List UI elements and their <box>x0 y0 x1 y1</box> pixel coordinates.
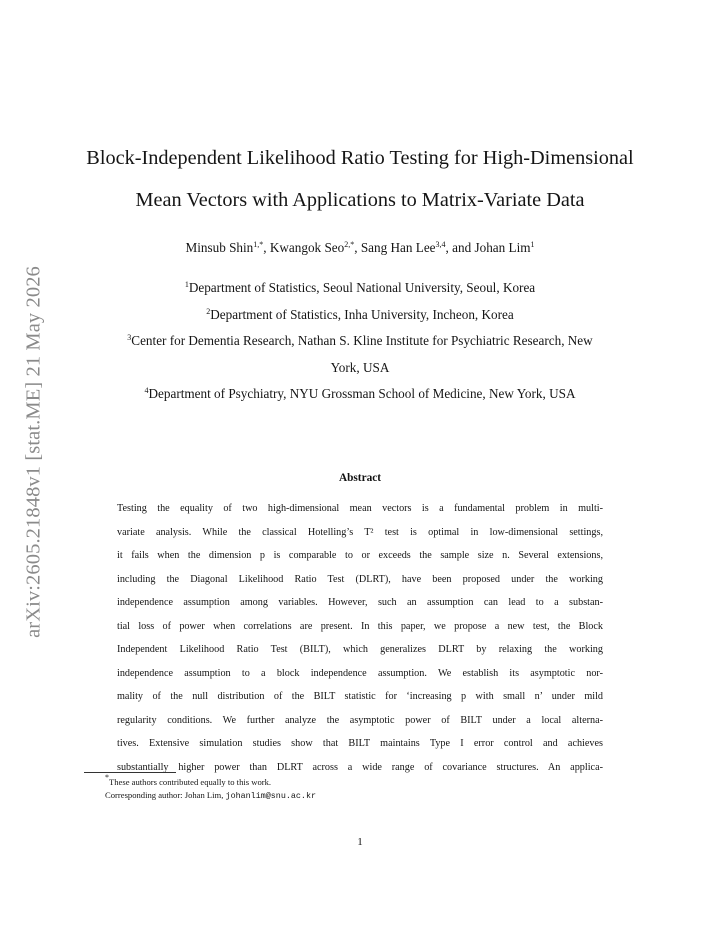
affiliation-text: Department of Psychiatry, NYU Grossman School of Medicine, New York, USA <box>148 386 576 401</box>
abstract-line: Independent Likelihood Ratio Test (BILT), which generalizes DLRT by relaxing the working <box>117 644 603 655</box>
footnote-corresponding-author <box>105 790 316 801</box>
affiliation-3 <box>0 333 720 349</box>
author-separator: , and <box>445 240 475 255</box>
affiliation-4 <box>0 386 720 402</box>
footnote-text: These authors contributed equally to this work. <box>109 777 272 787</box>
affiliation-text: York, USA <box>330 360 390 375</box>
paper-title-line-1: Block-Independent Likelihood Ratio Testing for High-Dimensional <box>86 147 634 169</box>
affiliation-mark: 2 <box>206 307 211 316</box>
affiliation-text: Department of Statistics, Seoul National University, Seoul, Korea <box>188 280 536 295</box>
author-name: Johan Lim <box>474 240 531 255</box>
abstract-heading: Abstract <box>338 472 382 484</box>
corresponding-email[interactable]: johanlim@snu.ac.kr <box>225 791 317 801</box>
affiliation-mark: 1 <box>184 280 189 289</box>
abstract-line: it fails when the dimension p is comparable to or exceeds the sample size n. Several extensions, <box>117 550 603 561</box>
author-separator: , <box>263 240 270 255</box>
author-affiliation-mark: 3,4 <box>435 240 446 249</box>
abstract-line: mality of the null distribution of the BILT statistic for ‘increasing p with small n’ under mild <box>117 691 603 702</box>
page-number: 1 <box>357 836 363 848</box>
abstract-line: tial loss of power when correlations are present. In this paper, we propose a new test, the Block <box>117 621 603 632</box>
author-name: Minsub Shin <box>185 240 254 255</box>
affiliation-text: Department of Statistics, Inha University, Incheon, Korea <box>210 307 514 322</box>
arxiv-identifier: arXiv:2605.21848v1 [stat.ME] 21 May 2026 <box>22 266 45 638</box>
author-affiliation-mark: 1 <box>530 240 535 249</box>
affiliation-1 <box>0 280 720 296</box>
author-affiliation-mark: 1,* <box>253 240 264 249</box>
abstract-line: tives. Extensive simulation studies show that BILT maintains Type I error control and achieves <box>117 738 603 749</box>
author-name: Sang Han Lee <box>360 240 436 255</box>
abstract-line: variate analysis. While the classical Hotelling’s T² test is optimal in low-dimensional settings, <box>117 527 603 538</box>
affiliation-mark: 3 <box>127 333 132 342</box>
abstract-line: Testing the equality of two high-dimensional mean vectors is a fundamental problem in multi- <box>117 503 603 514</box>
corresponding-label: Corresponding author: Johan Lim, <box>105 790 226 800</box>
affiliation-mark: 4 <box>144 386 149 395</box>
footnote-mark: * <box>105 773 109 782</box>
author-list <box>0 240 720 256</box>
abstract-line: substantially higher power than DLRT across a wide range of covariance structures. An applica- <box>117 762 603 773</box>
paper-title-line-2: Mean Vectors with Applications to Matrix-Variate Data <box>135 189 585 211</box>
abstract-line: independence assumption among variables. However, such an assumption can lead to a substan- <box>117 597 603 608</box>
author-name: Kwangok Seo <box>269 240 345 255</box>
author-affiliation-mark: 2,* <box>344 240 355 249</box>
abstract-line: independence assumption to a block independence assumption. We establish its asymptotic nor- <box>117 668 603 679</box>
abstract-line: regularity conditions. We further analyze the asymptotic power of BILT under a local alterna- <box>117 715 603 726</box>
author-separator: , <box>354 240 361 255</box>
affiliation-2 <box>0 307 720 323</box>
footnote-equal-contribution <box>105 773 272 787</box>
abstract-line: including the Diagonal Likelihood Ratio Test (DLRT), have been proposed under the working <box>117 574 603 585</box>
footnote-divider <box>84 772 176 773</box>
affiliation-text: Center for Dementia Research, Nathan S. Kline Institute for Psychiatric Research, New <box>131 333 593 348</box>
affiliation-3-continued <box>0 360 720 376</box>
